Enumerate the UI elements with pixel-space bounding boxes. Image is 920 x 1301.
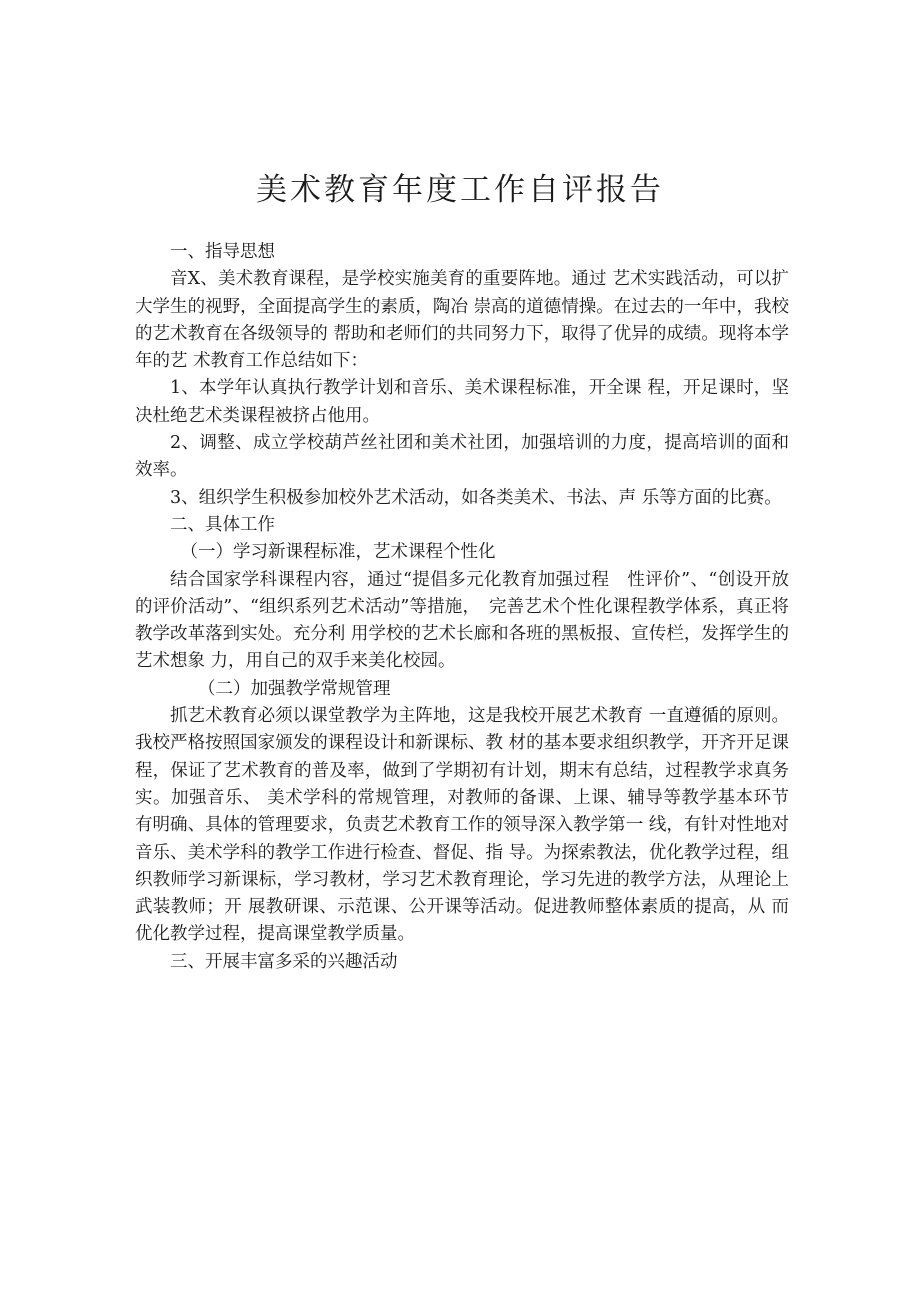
- subheading-teaching-routine: （二）加强教学常规管理: [198, 678, 391, 699]
- subheading-new-curriculum: （一）学习新课程标准，艺术课程个性化: [180, 542, 496, 563]
- document-title: 美术教育年度工作自评报告: [256, 172, 664, 208]
- paragraph-item-2: 2、调整、成立学校葫芦丝社团和美术社团，加强培训的力度，提高培训的面和效率。: [135, 433, 789, 481]
- paragraph-curriculum: 结合国家学科课程内容，通过“提倡多元化教育加强过程 性评价”、“创设开放的评价活动”、“组织系列艺术活动”等措施， 完善艺术个性化课程教学体系，真正将教学改革落到实处。充分利 用学校的艺术长廊和各班的黑板报、宣传栏，发挥学生的艺术想象 力，用自己的双手来美化校园。: [135, 569, 789, 672]
- paragraph-item-1: 1、本学年认真执行教学计划和音乐、美术课程标准，开全课 程，开足课时，坚决杜绝艺术类课程被挤占他用。: [135, 378, 789, 426]
- section-heading-activities: 三、开展丰富多采的兴趣活动: [170, 951, 398, 972]
- section-heading-specific-work: 二、具体工作: [170, 514, 275, 535]
- paragraph-item-3: 3、组织学生积极参加校外艺术活动，如各类美术、书法、声 乐等方面的比赛。: [170, 487, 782, 508]
- paragraph-teaching-routine: 抓艺术教育必须以课堂教学为主阵地，这是我校开展艺术教育 一直遵循的原则。我校严格按照国家颁发的课程设计和新课标、教 材的基本要求组织教学，开齐开足课程，保证了艺术教育的普及率，做到了学期初有计划，期末有总结，过程教学求真务实。加强音乐、 美术学科的常规管理，对教师的备课、上课、辅导等教学基本环节 有明确、具体的管理要求，负责艺术教育工作的领导深入教学第一 线，有针对性地对音乐、美术学科的教学工作进行检查、督促、指 导。为探索教法，优化教学过程，组织教师学习新课标，学习教材，学习艺术教育理论，学习先进的教学方法，从理论上武装教师；开 展教研课、示范课、公开课等活动。促进教师整体素质的提高，从 而优化教学过程，提高课堂教学质量。: [135, 706, 789, 945]
- paragraph-intro: 音X、美术教育课程，是学校实施美育的重要阵地。通过 艺术实践活动，可以扩大学生的视野，全面提高学生的素质，陶冶 崇高的道德情操。在过去的一年中，我校的艺术教育在各级领导的 帮助和老师们的共同努力下，取得了优异的成绩。现将本学年的艺 术教育工作总结如下：: [135, 269, 789, 372]
- section-heading-guiding-thought: 一、指导思想: [170, 242, 275, 262]
- document-body: [135, 239, 789, 976]
